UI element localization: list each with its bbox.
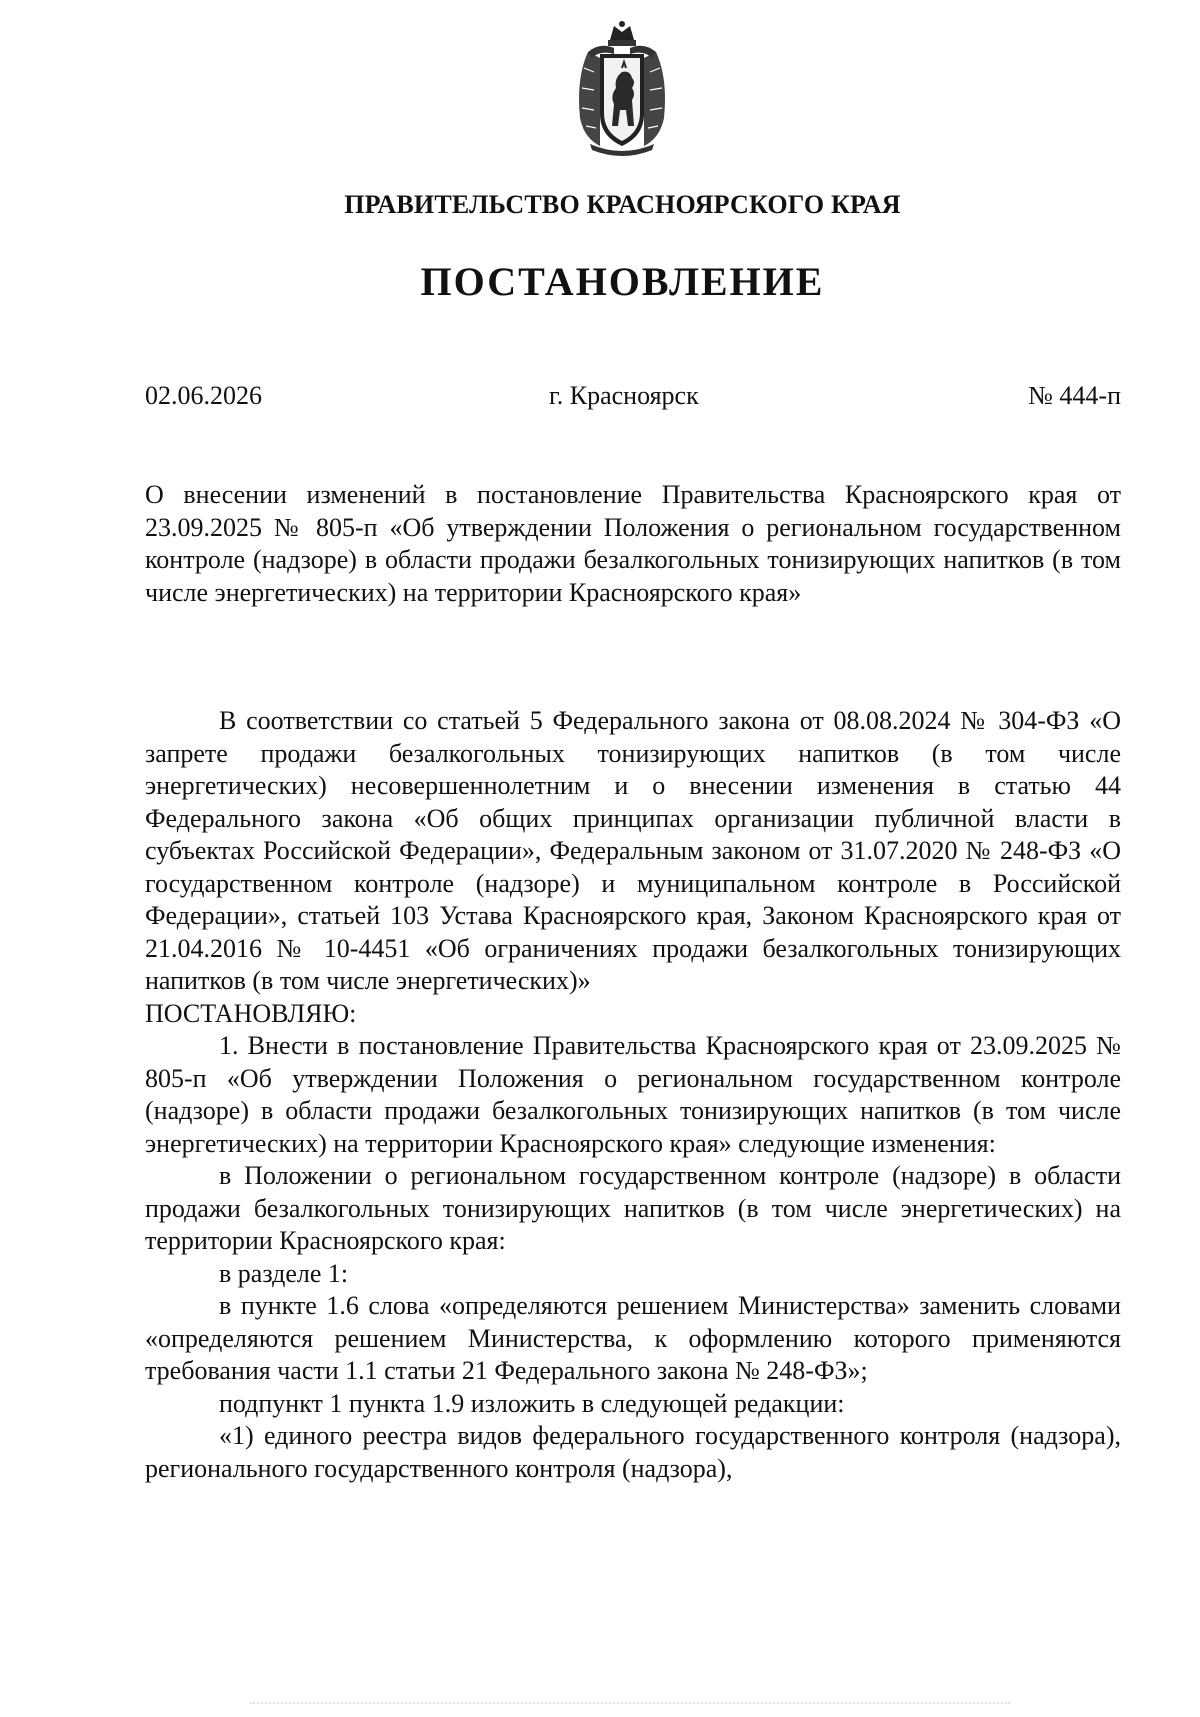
item-1-regulation-paragraph: в Положении о региональном государственном контроле (надзоре) в области продажи безалкогольных тонизирующих напитков (в том числе энергетических) на территории Красноярского края: bbox=[145, 1161, 1121, 1255]
document-date: 02.06.2026 bbox=[145, 381, 262, 410]
preamble-paragraph: В соответствии со статьей 5 Федерального закона от 08.08.2024 № 304-ФЗ «О запрете продажи безалкогольных тонизирующих напитков (в том числе энергетических) несовершеннолетним и о внесении изменения в статью 44 Федерального закона «Об общих принципах организации публичной власти в субъектах Российской Федерации», Федеральным законом от 31.07.2020 № 248-ФЗ «О государственном контроле (надзоре) и муниципальном контроле в Российской Федерации», статьей 103 Устава Красноярского края, Законом Красноярского края от 21.04.2016 № 10-4451 «Об ограничениях продажи безалкогольных тонизирующих напитков (в том числе энергетических)» bbox=[145, 706, 1121, 995]
resolve-line: ПОСТАНОВЛЯЮ: bbox=[145, 998, 357, 1028]
document-subject bbox=[145, 479, 1121, 609]
document-type-title: ПОСТАНОВЛЕНИЕ bbox=[420, 259, 825, 304]
document-number: № 444-п bbox=[1028, 381, 1121, 410]
item-1-paragraph: 1. Внести в постановление Правительства Красноярского края от 23.09.2025 № 805-п «Об утверждении Положения о региональном государственном контроле (надзоре) в области продажи безалкогольных тонизирующих напитков (в том числе энергетических) на территории Красноярского края» следующие изменения: bbox=[145, 1031, 1121, 1158]
scan-artifact-divider bbox=[250, 1702, 1010, 1710]
subject-text: О внесении изменений в постановление Правительства Красноярского края от 23.09.2025 № 805-п «Об утверждении Положения о региональном государственном контроле (надзоре) в области продажи безалкогольных тонизирующих напитков (в том числе энергетических) на территории Красноярского края» bbox=[145, 480, 1121, 607]
document-city: г. Красноярск bbox=[549, 381, 699, 410]
document-body bbox=[145, 705, 1121, 1485]
government-title: ПРАВИТЕЛЬСТВО КРАСНОЯРСКОГО КРАЯ bbox=[344, 190, 901, 219]
krasnoyarsk-coat-of-arms-icon bbox=[570, 18, 674, 156]
document-meta bbox=[145, 381, 1121, 415]
item-1-clause-1-6-paragraph: в пункте 1.6 слова «определяются решением Министерства» заменить словами «определяются решением Министерства, к оформлению которого применяются требования части 1.1 статьи 21 Федерального закона № 248-ФЗ»; bbox=[145, 1291, 1121, 1385]
item-1-subclause-paragraph: «1) единого реестра видов федерального государственного контроля (надзора), регионального государственного контроля (надзора), bbox=[145, 1421, 1121, 1483]
item-1-section-paragraph: в разделе 1: bbox=[219, 1258, 349, 1288]
item-1-clause-1-9-paragraph: подпункт 1 пункта 1.9 изложить в следующей редакции: bbox=[219, 1388, 845, 1418]
